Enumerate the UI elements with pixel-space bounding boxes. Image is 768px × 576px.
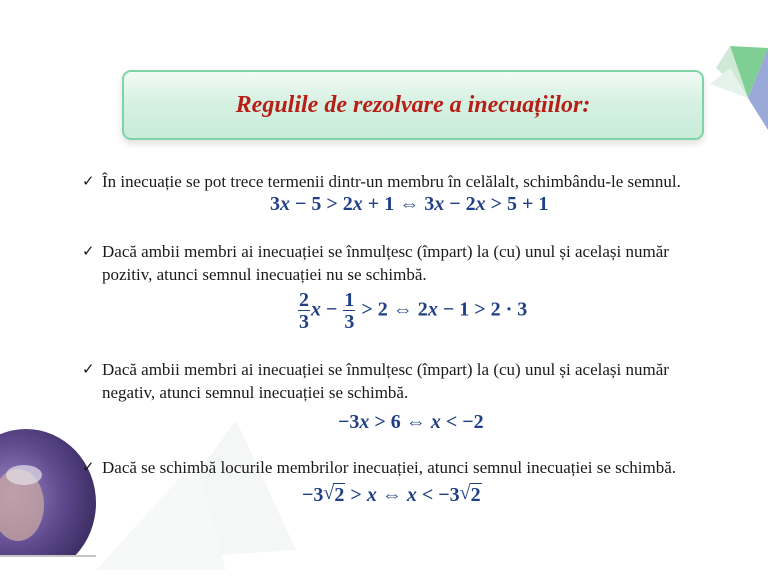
check-icon: ✓ bbox=[82, 360, 95, 378]
check-icon: ✓ bbox=[82, 172, 95, 190]
rule-item bbox=[82, 240, 717, 286]
rule-text: Dacă se schimbă locurile membrilor inecuației, atunci semnul inecuației se schimbă. bbox=[102, 458, 677, 477]
square-root: √ 2 bbox=[459, 482, 481, 506]
check-icon: ✓ bbox=[82, 242, 95, 260]
fraction: $\frac{2}{3}$ bbox=[299, 289, 309, 333]
rule-text: În inecuație se pot trece termenii dintr-un membru în celălalt, schimbându-le semnul. bbox=[102, 172, 681, 191]
fraction: $\frac{1}{3}$ bbox=[344, 289, 355, 333]
math-formula: −3 √ 2 > x ⇔ x < −3 √ 2 bbox=[302, 482, 481, 506]
rule-item bbox=[82, 456, 742, 479]
leaf-watermark bbox=[96, 400, 296, 570]
page-title: Regulile de rezolvare a inecuațiilor: bbox=[235, 91, 591, 118]
presenter-photo bbox=[0, 425, 96, 576]
check-icon: ✓ bbox=[82, 458, 95, 476]
math-formula: $\frac{2}{3}$ x − $\frac{1}{3}$ > 2 ⇔ 2x − 1 > 2 · 3 bbox=[299, 289, 528, 333]
square-root: √ 2 bbox=[323, 482, 345, 506]
rule-item bbox=[82, 358, 717, 404]
rule-item bbox=[82, 170, 742, 193]
rule-text: Dacă ambii membri ai inecuației se înmulțesc (împart) la (cu) unul și același număr negativ, atunci semnul inecuației se schimbă. bbox=[102, 360, 669, 402]
title-banner bbox=[122, 70, 704, 140]
rule-text: Dacă ambii membri ai inecuației se înmulțesc (împart) la (cu) unul și același număr pozitiv, atunci semnul inecuației nu se schimbă. bbox=[102, 242, 669, 284]
math-formula: 3x − 5 > 2x + 1 ⇔ 3x − 2x > 5 + 1 bbox=[270, 193, 549, 215]
math-formula: −3x > 6 ⇔ x < −2 bbox=[338, 411, 484, 433]
